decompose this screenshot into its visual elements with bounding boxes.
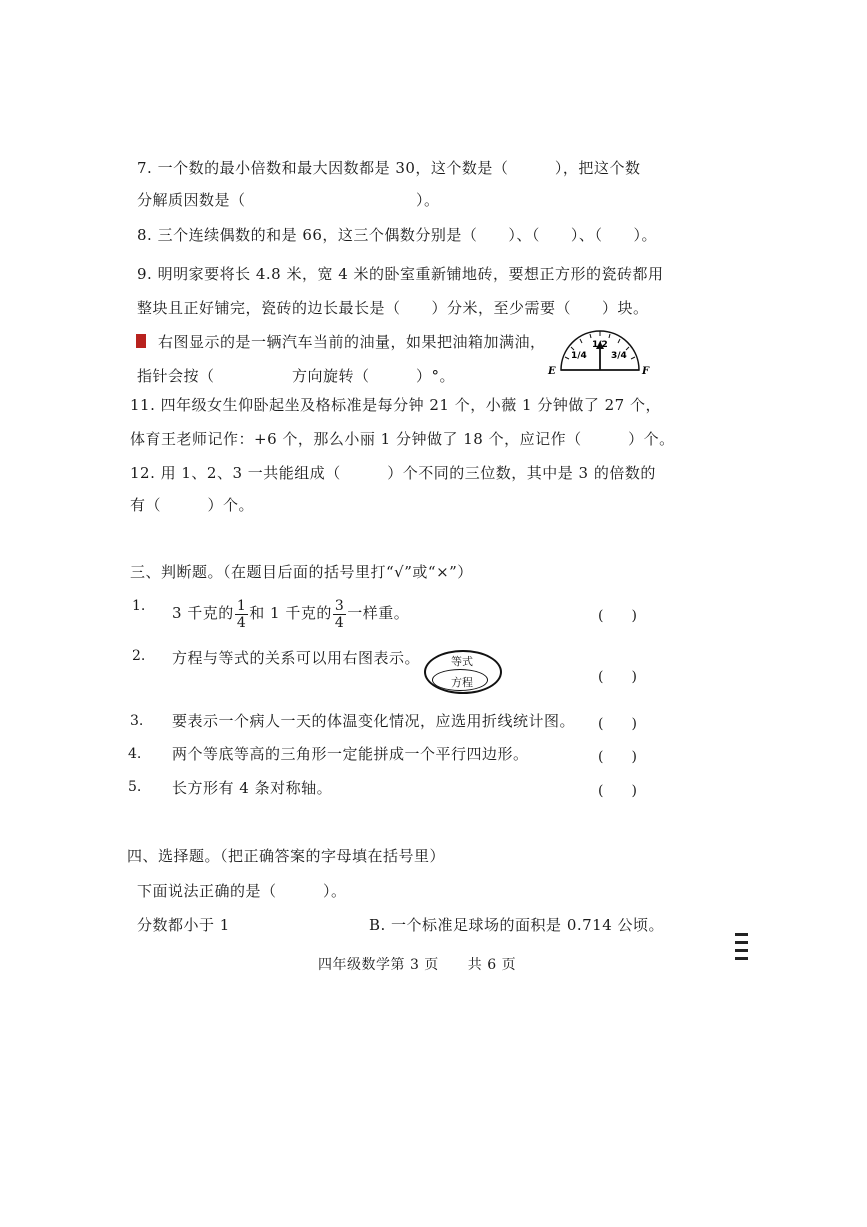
gauge-label-half: 1/2 xyxy=(592,340,608,350)
judge-item-4-number: 4. xyxy=(128,746,142,762)
question-11-line-1: 11. 四年级女生仰卧起坐及格标准是每分钟 21 个，小薇 1 分钟做了 27 个， xyxy=(130,396,661,414)
judge-item-1-answer[interactable]: ( ) xyxy=(598,608,637,624)
judge-item-4-text: 两个等底等高的三角形一定能拼成一个平行四边形。 xyxy=(172,745,529,763)
fraction-one-quarter xyxy=(235,598,248,631)
question-12-line-1: 12. 用 1、2、3 一共能组成（ ）个不同的三位数，其中是 3 的倍数的 xyxy=(130,464,656,482)
choice-option-b: B. 一个标准足球场的面积是 0.714 公顷。 xyxy=(369,916,665,934)
judge-item-3-answer[interactable]: ( ) xyxy=(598,716,637,732)
question-10-line-2: 指针会按（ 方向旋转（ ）°。 xyxy=(137,367,456,385)
choice-option-a: 分数都小于 1 xyxy=(137,916,230,934)
fuel-gauge-figure xyxy=(545,330,655,376)
binding-mark-icon xyxy=(735,941,748,944)
judge-item-1-number: 1. xyxy=(132,598,146,614)
question-7-line-2: 分解质因数是（ ）。 xyxy=(137,191,440,209)
fraction-three-quarters xyxy=(333,598,346,631)
fraction-numerator: 3 xyxy=(334,597,345,614)
judge-item-1-text xyxy=(172,594,409,632)
gauge-label-f: F xyxy=(642,366,650,376)
gauge-label-three-quarter: 3/4 xyxy=(611,351,627,361)
judge-item-5-answer[interactable]: ( ) xyxy=(598,783,637,799)
question-8: 8. 三个连续偶数的和是 66，这三个偶数分别是（ ）、（ ）、（ ）。 xyxy=(137,226,657,244)
judge-item-1-text-c: 一样重。 xyxy=(347,604,410,622)
judge-item-2-answer[interactable]: ( ) xyxy=(598,669,637,685)
choice-section-title: 四、选择题。（把正确答案的字母填在括号里） xyxy=(127,847,446,865)
fraction-denominator: 4 xyxy=(236,614,247,631)
gauge-label-quarter: 1/4 xyxy=(571,351,587,361)
judge-item-3-number: 3. xyxy=(130,713,144,729)
binding-mark-icon xyxy=(735,957,748,960)
venn-inner-label: 方程 xyxy=(451,676,473,689)
question-12-line-2: 有（ ）个。 xyxy=(130,496,255,514)
page-footer: 四年级数学第 3 页 共 6 页 xyxy=(318,957,517,973)
judge-section-title: 三、判断题。（在题目后面的括号里打“√”或“×”） xyxy=(130,563,473,581)
binding-mark-icon xyxy=(735,933,748,936)
question-9-line-1: 9. 明明家要将长 4.8 米，宽 4 米的卧室重新铺地砖，要想正方形的瓷砖都用 xyxy=(137,265,664,283)
judge-item-2-number: 2. xyxy=(132,648,146,664)
gauge-label-e: E xyxy=(548,366,556,376)
choice-question: 下面说法正确的是（ ）。 xyxy=(137,882,347,900)
question-10-number-mark xyxy=(136,334,146,348)
question-7-line-1: 7. 一个数的最小倍数和最大因数都是 30，这个数是（ ），把这个数 xyxy=(137,159,641,177)
judge-item-5-text: 长方形有 4 条对称轴。 xyxy=(172,779,333,797)
judge-item-3-text: 要表示一个病人一天的体温变化情况，应选用折线统计图。 xyxy=(172,712,576,730)
question-9-line-2: 整块且正好铺完，瓷砖的边长最长是（ ）分米，至少需要（ ）块。 xyxy=(137,299,649,317)
question-10-line-1: 右图显示的是一辆汽车当前的油量，如果把油箱加满油， xyxy=(158,333,546,351)
judge-item-1-text-a: 3 千克的 xyxy=(172,604,234,622)
fraction-numerator: 1 xyxy=(236,597,247,614)
venn-outer-label: 等式 xyxy=(451,655,473,668)
judge-item-5-number: 5. xyxy=(128,779,142,795)
judge-item-4-answer[interactable]: ( ) xyxy=(598,749,637,765)
judge-item-1-text-b: 和 1 千克的 xyxy=(249,604,332,622)
question-11-line-2: 体育王老师记作：+6 个，那么小丽 1 分钟做了 18 个，应记作（ ）个。 xyxy=(130,430,675,448)
fraction-denominator: 4 xyxy=(334,614,345,631)
judge-item-2-text: 方程与等式的关系可以用右图表示。 xyxy=(172,649,421,667)
binding-mark-icon xyxy=(735,949,748,952)
